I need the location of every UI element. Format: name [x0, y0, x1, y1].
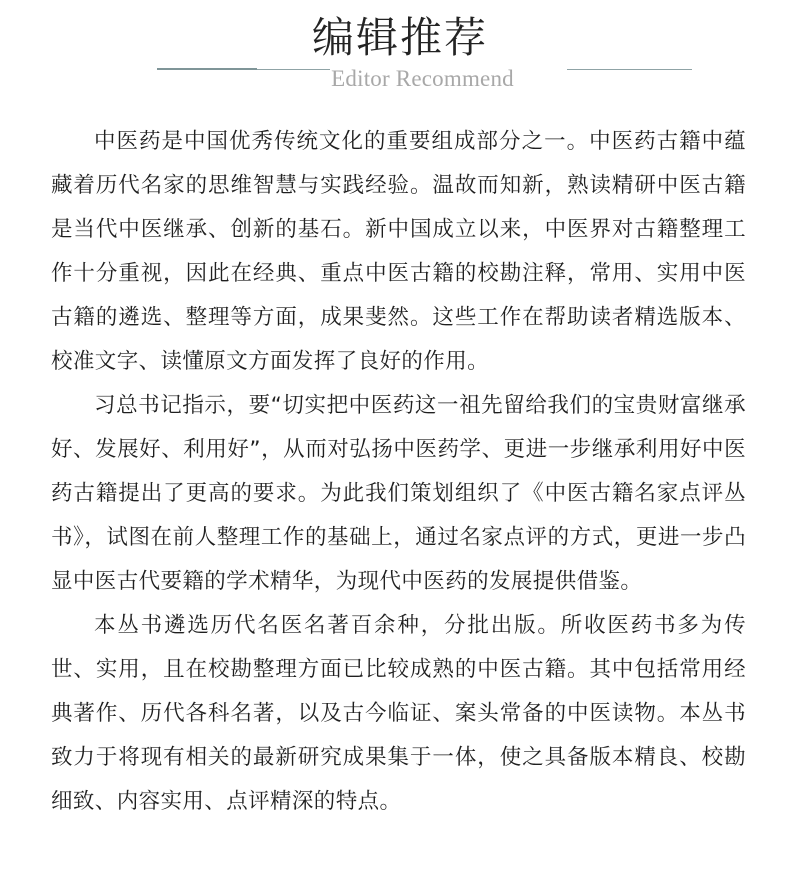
recommendation-body	[51, 120, 746, 824]
heading-title-english: Editor Recommend	[331, 66, 514, 91]
paragraph-2: 习总书记指示，要“切实把中医药这一祖先留给我们的宝贵财富继承好、发展好、利用好”，从而对弘扬中医药学、更进一步继承利用好中医药古籍提出了更高的要求。为此我们策划组织了《中医古籍名家点评丛书》，试图在前人整理工作的基础上，通过名家点评的方式，更进一步凸显中医古代要籍的学术精华，为现代中医药的发展提供借鉴。	[51, 393, 746, 594]
section-heading	[0, 0, 800, 100]
paragraph-1: 中医药是中国优秀传统文化的重要组成部分之一。中医药古籍中蕴藏着历代名家的思维智慧与实践经验。温故而知新，熟读精研中医古籍是当代中医继承、创新的基石。新中国成立以来，中医界对古籍整理工作十分重视，因此在经典、重点中医古籍的校勘注释，常用、实用中医古籍的遴选、整理等方面，成果斐然。这些工作在帮助读者精选版本、校准文字、读懂原文方面发挥了良好的作用。	[51, 129, 746, 374]
paragraph-3: 本丛书遴选历代名医名著百余种，分批出版。所收医药书多为传世、实用，且在校勘整理方面已比较成熟的中医古籍。其中包括常用经典著作、历代各科名著，以及古今临证、案头常备的中医读物。本丛书致力于将现有相关的最新研究成果集于一体，使之具备版本精良、校勘细致、内容实用、点评精深的特点。	[51, 613, 746, 814]
heading-title-chinese: 编辑推荐	[311, 13, 488, 62]
